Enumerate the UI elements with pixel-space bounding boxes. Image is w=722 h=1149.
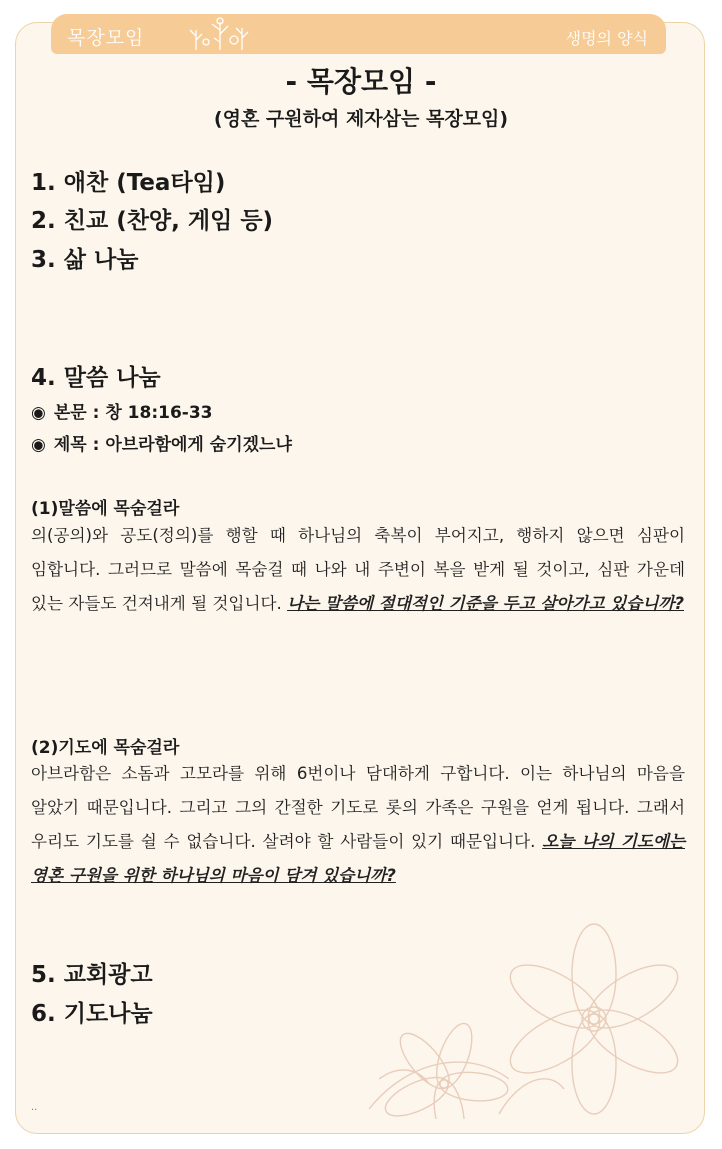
agenda-item-1: 1. 애찬 (Tea타임) (31, 170, 226, 196)
section2-paragraph (31, 757, 685, 893)
bullet-icon: ◉ (31, 403, 46, 423)
sermon-title-line (31, 430, 292, 455)
sermon-title-label: 제목 : 아브라함에게 숨기겠느냐 (53, 435, 292, 455)
section2-heading: (2)기도에 목숨걸라 (31, 738, 180, 758)
agenda-item-4: 4. 말씀 나눔 (31, 365, 161, 391)
section2-question: 오늘 나의 기도에는 영혼 구원을 위한 하나님의 마음이 담겨 있습니까? (31, 832, 685, 885)
page-title: - 목장모임 - (285, 65, 437, 98)
sermon-text-label: 본문 : 창 18:16-33 (53, 403, 213, 423)
agenda-item-2: 2. 친교 (찬양, 게임 등) (31, 208, 274, 234)
section1-body: 의(공의)와 공도(정의)를 행할 때 하나님의 축복이 부어지고, 행하지 않으면 심판이 임합니다. 그러므로 말씀에 목숨걸 때 나와 내 주변이 복을 받게 될 것이고, 심판 가운데 있는 자들도 건져내게 될 것입니다. (31, 526, 685, 613)
section1-question: 나는 말씀에 절대적인 기준을 두고 살아가고 있습니까? (287, 594, 685, 613)
footer-mark: .. (31, 1102, 38, 1113)
agenda-item-3: 3. 삶 나눔 (31, 247, 139, 273)
section2-body: 아브라함은 소돔과 고모라를 위해 6번이나 담대하게 구합니다. 이는 하나님의 마음을 알았기 때문입니다. 그리고 그의 간절한 기도로 롯의 가족은 구원을 얻게 됩니다. 그래서 우리도 기도를 쉴 수 없습니다. 살려야 할 사람들이 있기 때문입니다. (31, 764, 685, 851)
page-subtitle: (영혼 구원하여 제자삼는 목장모임) (213, 108, 509, 130)
herb-decoration-icon (186, 16, 261, 52)
agenda-item-6: 6. 기도나눔 (31, 1001, 153, 1027)
flower-watermark-icon (349, 879, 689, 1119)
header-tab (51, 14, 666, 54)
header-series-label: 생명의 양식 (565, 29, 648, 48)
sermon-text-line (31, 398, 213, 423)
header-section-label: 목장모임 (67, 27, 145, 49)
agenda-item-5: 5. 교회광고 (31, 962, 153, 988)
bullet-icon: ◉ (31, 435, 46, 455)
section1-heading: (1)말씀에 목숨걸라 (31, 499, 180, 519)
section1-paragraph (31, 519, 685, 621)
